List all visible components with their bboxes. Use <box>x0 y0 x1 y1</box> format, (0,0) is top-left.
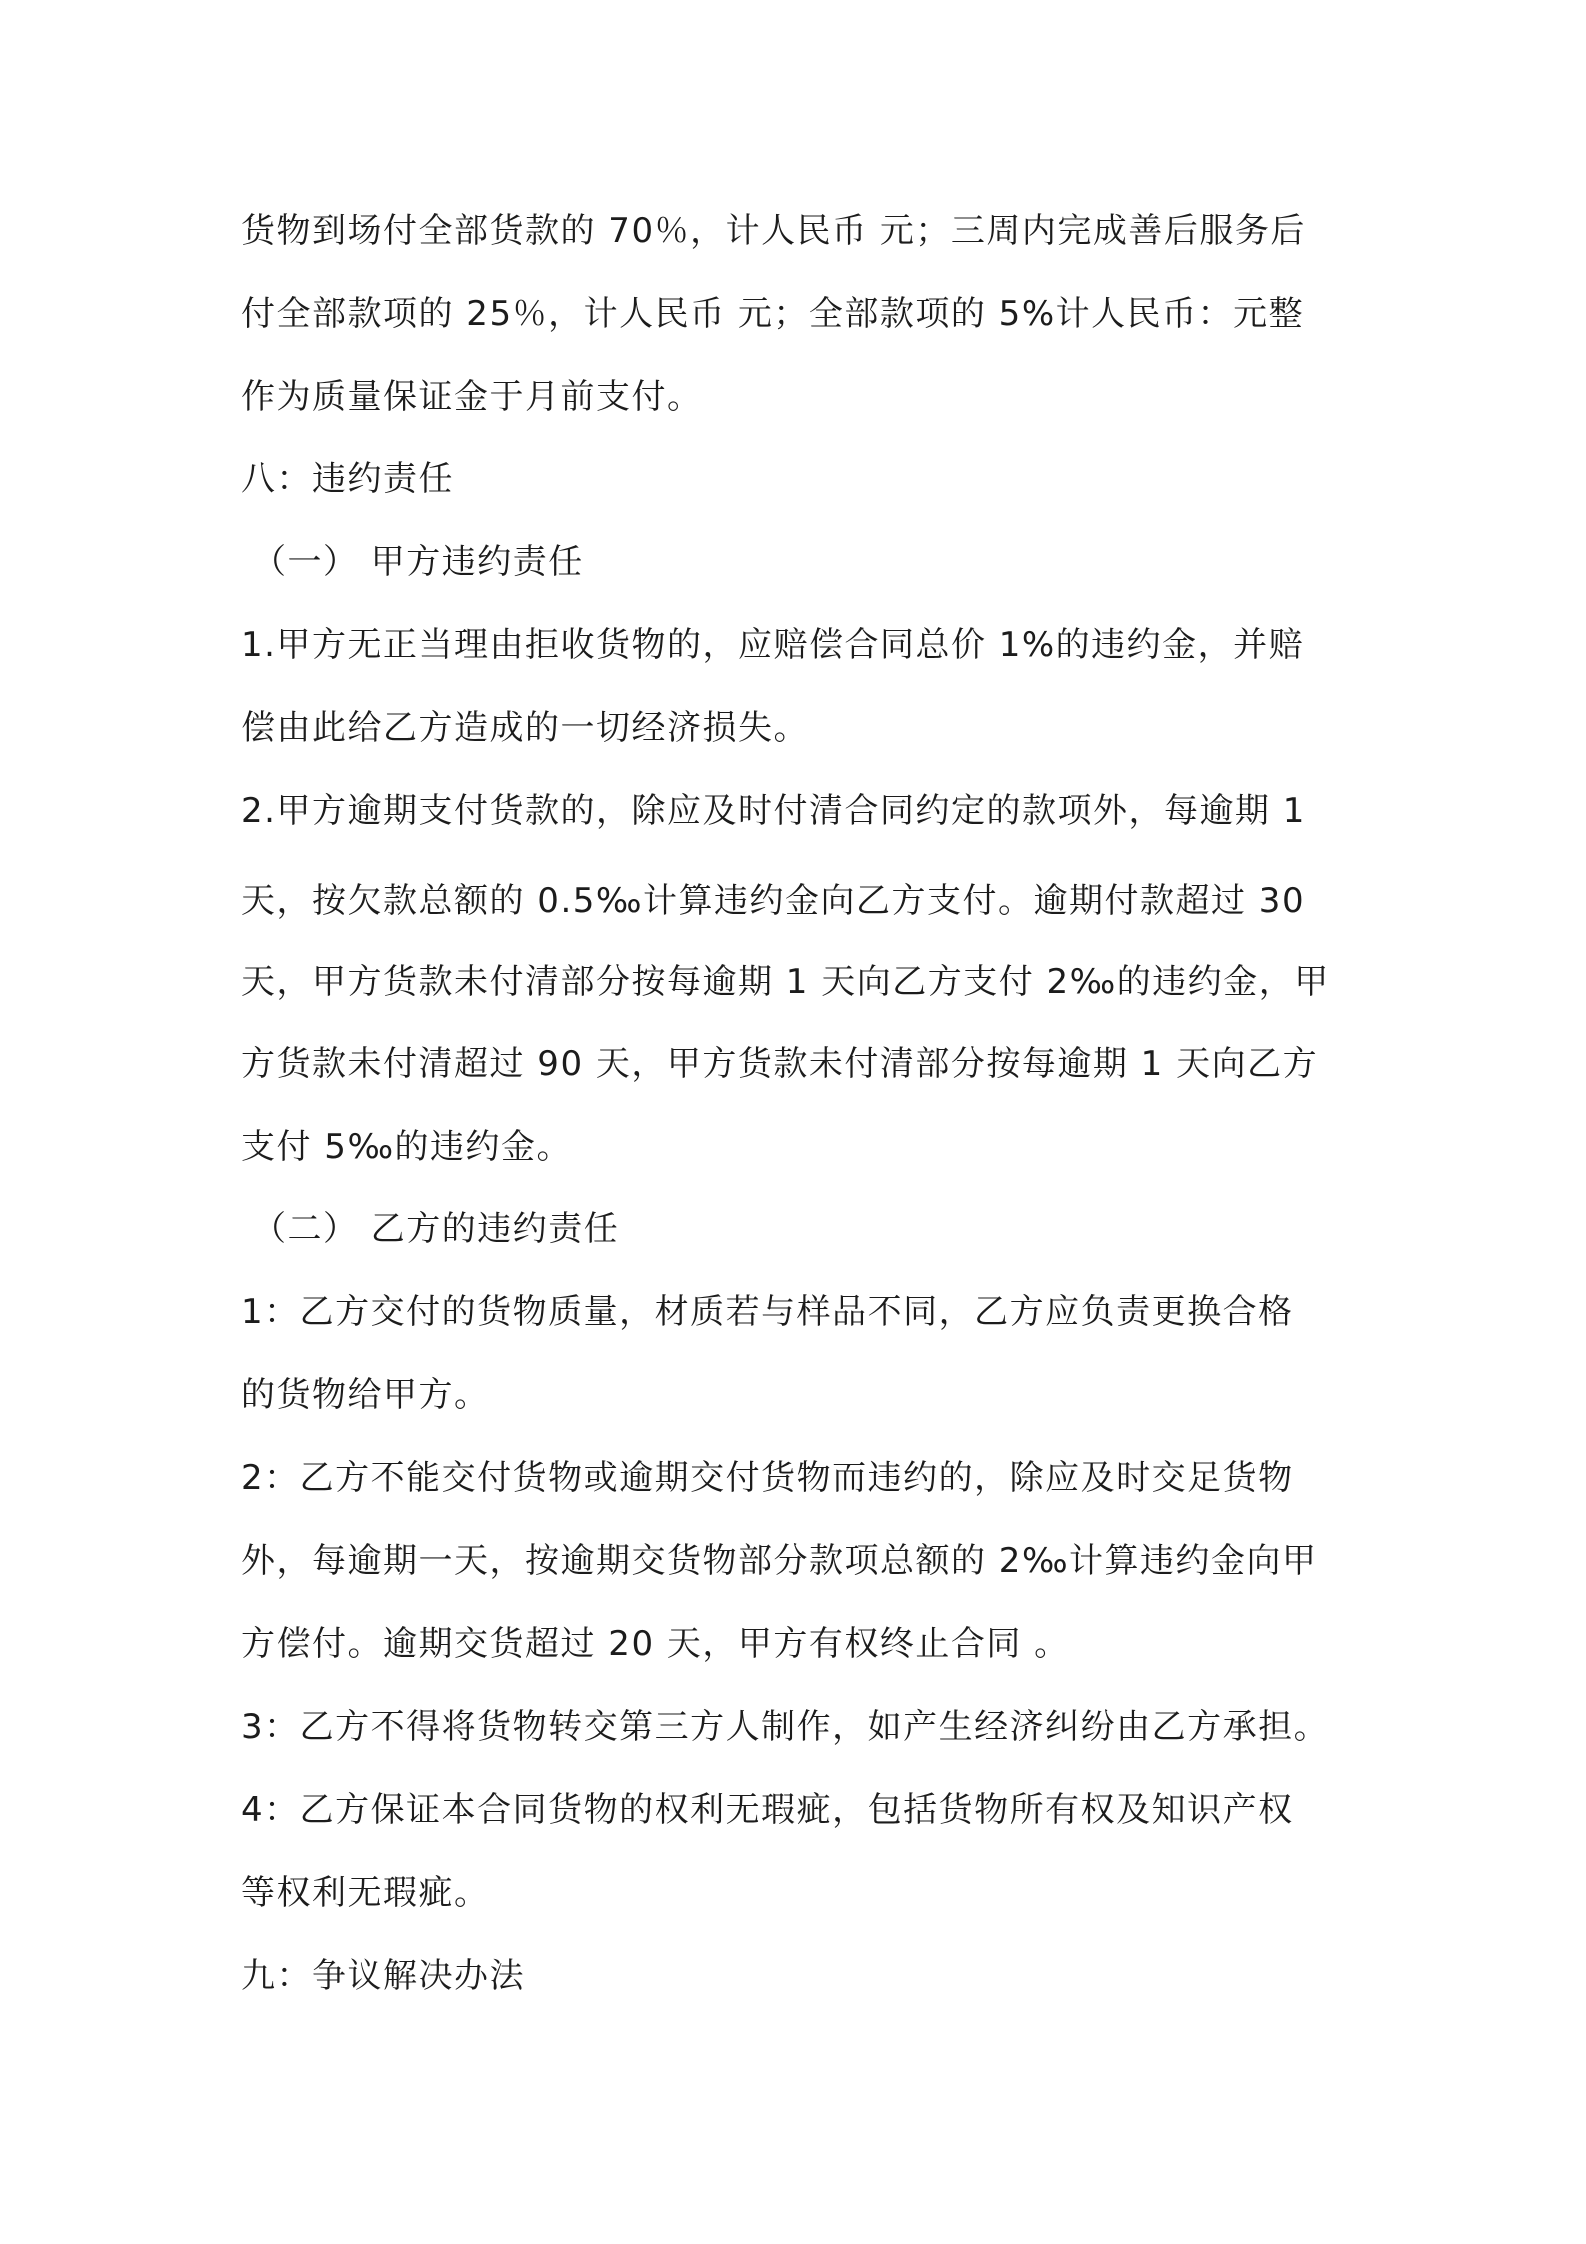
text-line-7: 偿由此给乙方造成的一切经济损失。 <box>241 708 809 748</box>
text-line-21: 等权利无瑕疵。 <box>241 1873 490 1913</box>
text-line-17: 外，每逾期一天，按逾期交货物部分款项总额的 2‰计算违约金向甲 <box>241 1541 1318 1581</box>
text-line-19: 3：乙方不得将货物转交第三方人制作，如产生经济纠纷由乙方承担。 <box>241 1707 1330 1747</box>
text-line-14: 1：乙方交付的货物质量，材质若与样品不同，乙方应负责更换合格 <box>241 1292 1294 1332</box>
text-line-12: 支付 5‰的违约金。 <box>241 1127 573 1167</box>
subsection-heading-party-a: （一） 甲方违约责任 <box>252 542 584 582</box>
subsection-heading-party-b: （二） 乙方的违约责任 <box>252 1209 620 1249</box>
text-line-16: 2：乙方不能交付货物或逾期交付货物而违约的，除应及时交足货物 <box>241 1458 1294 1498</box>
text-line-6: 1.甲方无正当理由拒收货物的，应赔偿合同总价 1%的违约金，并赔 <box>241 625 1305 665</box>
text-line-3: 作为质量保证金于月前支付。 <box>241 377 703 417</box>
section-heading-dispute: 九：争议解决办法 <box>241 1956 525 1996</box>
text-line-20: 4：乙方保证本合同货物的权利无瑕疵，包括货物所有权及知识产权 <box>241 1790 1294 1830</box>
text-line-2: 付全部款项的 25％，计人民币 元；全部款项的 5%计人民币：元整 <box>241 294 1305 334</box>
text-line-15: 的货物给甲方。 <box>241 1375 490 1415</box>
text-line-8: 2.甲方逾期支付货款的，除应及时付清合同约定的款项外，每逾期 1 <box>241 791 1306 831</box>
text-line-10: 天，甲方货款未付清部分按每逾期 1 天向乙方支付 2‰的违约金，甲 <box>241 962 1330 1002</box>
text-line-1: 货物到场付全部货款的 70％，计人民币 元；三周内完成善后服务后 <box>241 211 1306 251</box>
text-line-18: 方偿付。逾期交货超过 20 天，甲方有权终止合同 。 <box>241 1624 1070 1664</box>
text-line-9: 天，按欠款总额的 0.5‰计算违约金向乙方支付。逾期付款超过 30 <box>241 881 1306 921</box>
text-line-11: 方货款未付清超过 90 天，甲方货款未付清部分按每逾期 1 天向乙方 <box>241 1044 1319 1084</box>
section-heading-breach: 八：违约责任 <box>241 459 454 499</box>
